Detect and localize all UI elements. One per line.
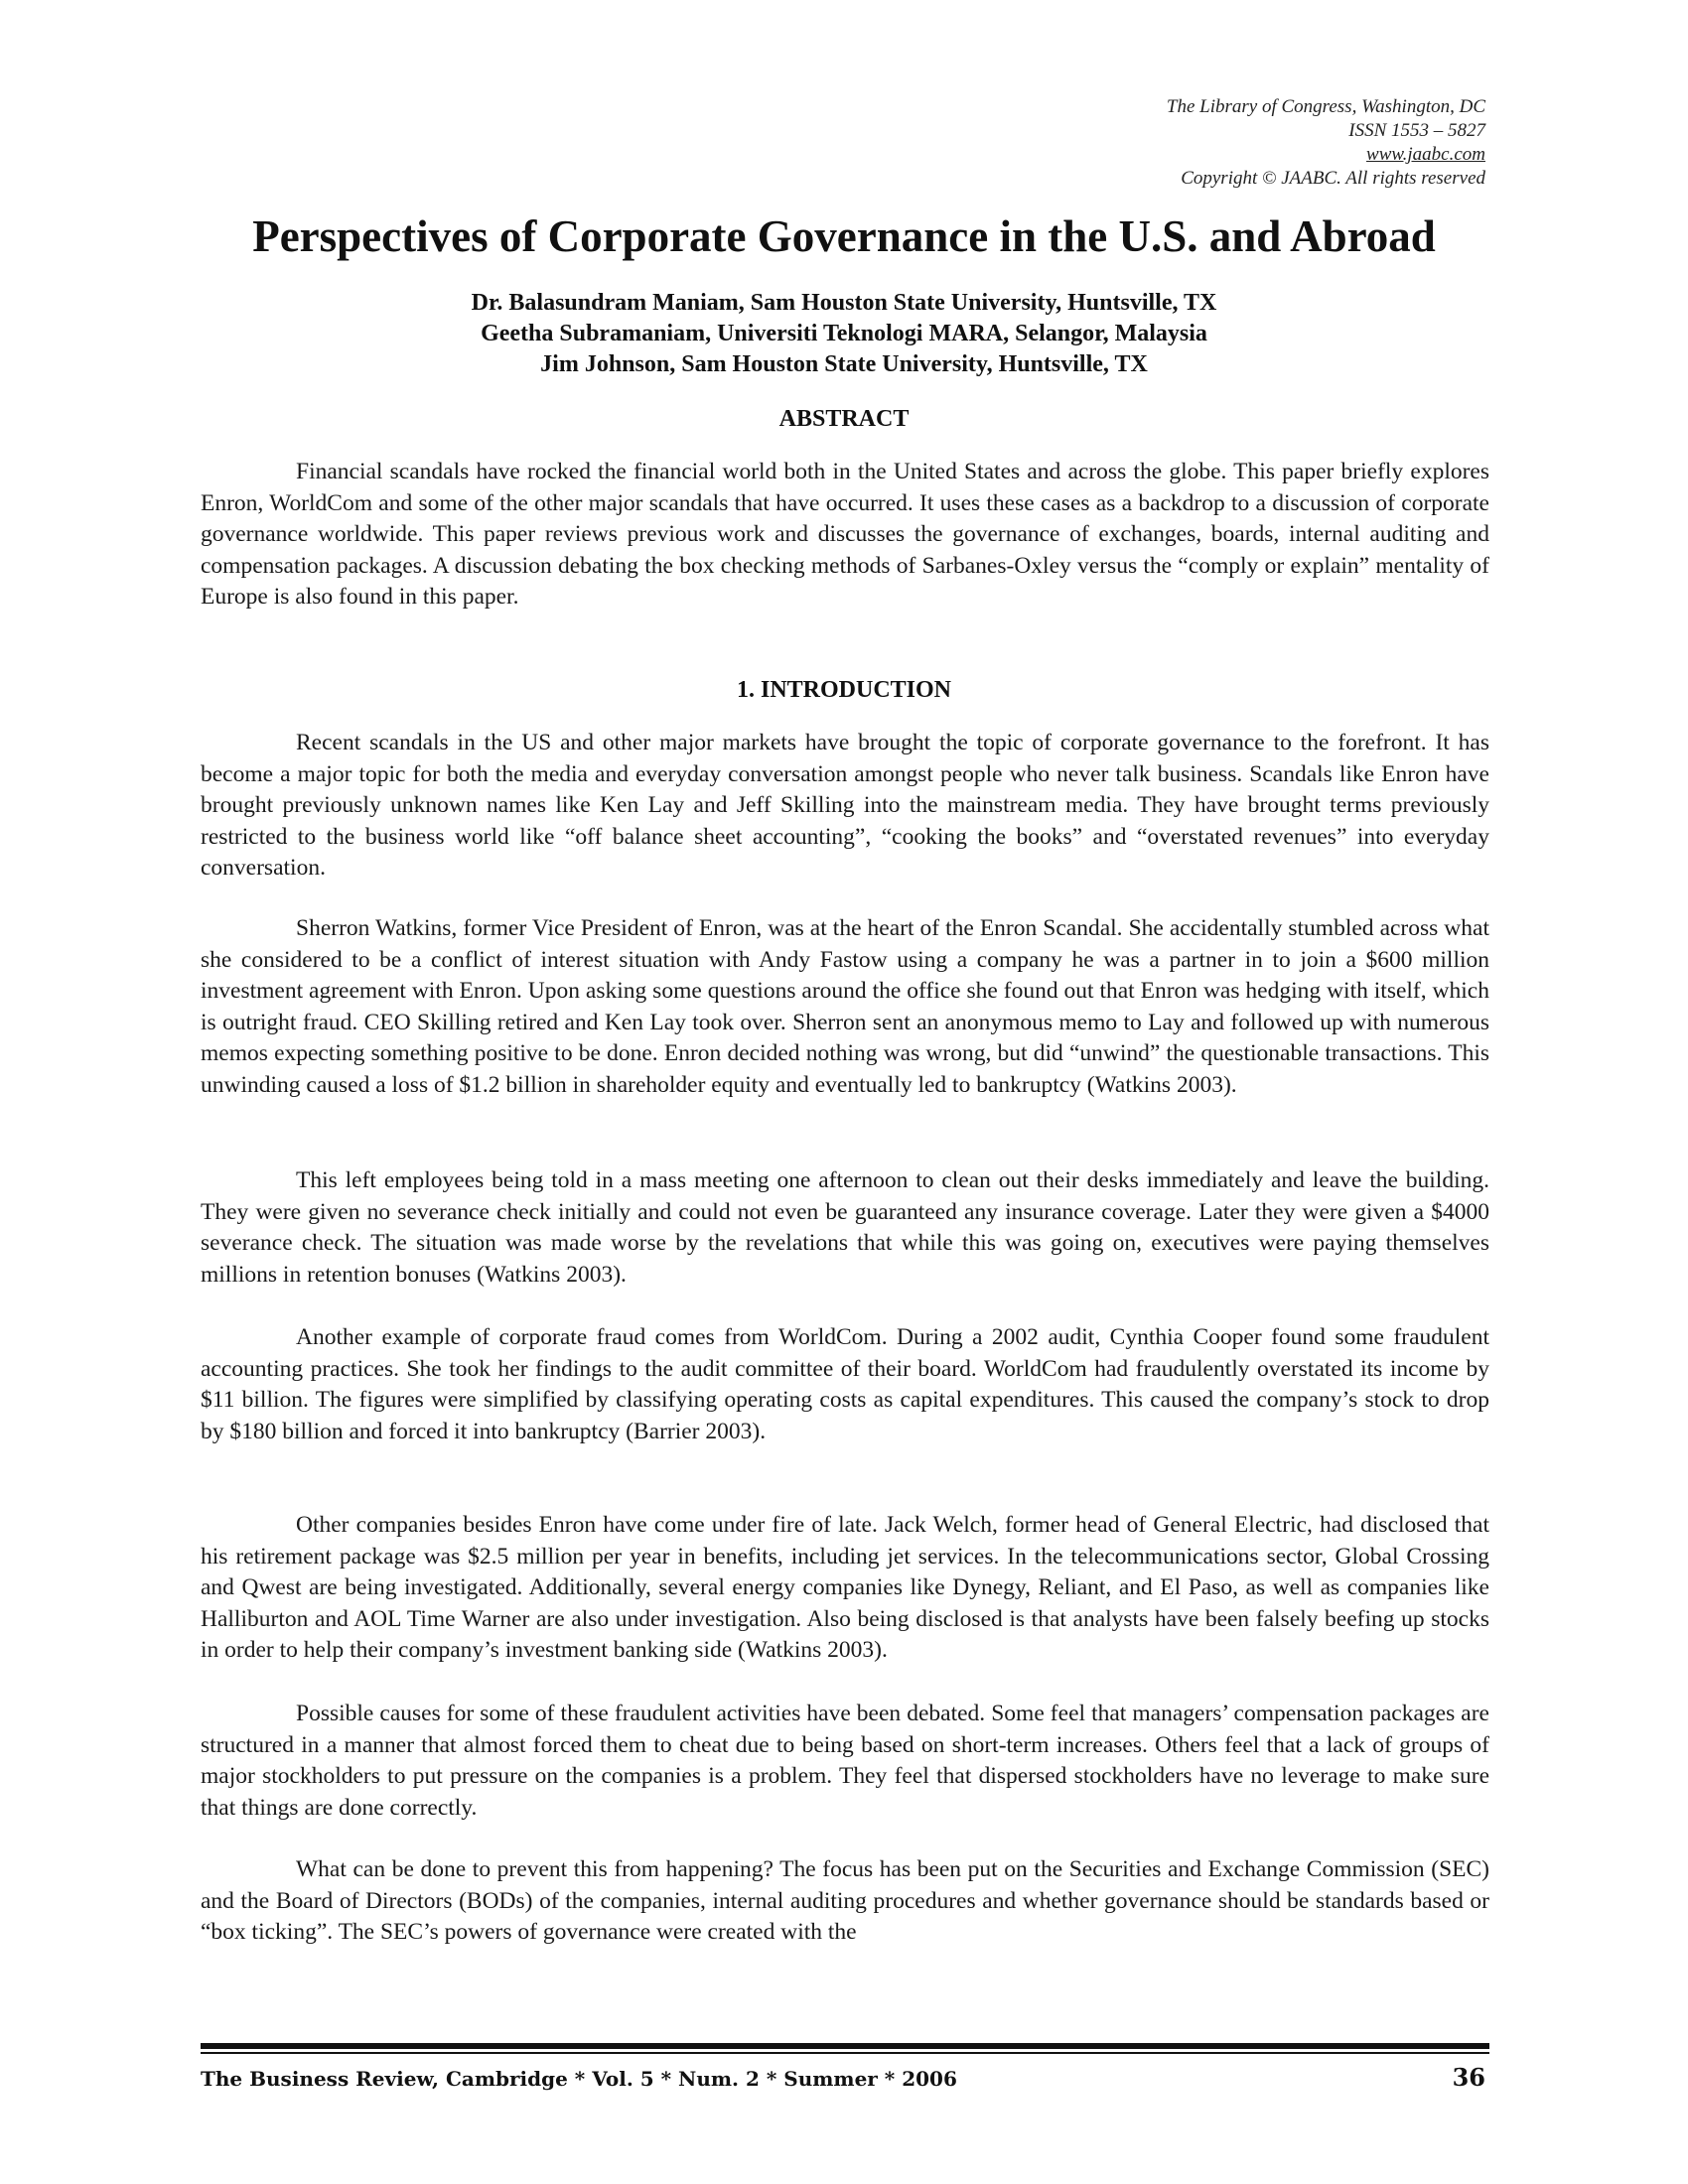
abstract-heading: ABSTRACT	[778, 406, 910, 432]
author-line: Jim Johnson, Sam Houston State University, Huntsville, TX	[540, 351, 1148, 377]
copyright-line: Copyright © JAABC. All rights reserved	[1181, 168, 1485, 189]
body-paragraph: Possible causes for some of these fraudulent activities have been debated. Some feel that managers’ compensation packages are structured in a manner that almost forced them to cheat due to being based on short-term increases. Others feel that a lack of groups of major stockholders to put pressure on the companies is a problem. They feel that dispersed stockholders have no leverage to make sure that things are done correctly.	[201, 1701, 1489, 1821]
author-list	[179, 288, 1509, 380]
paper-title: Perspectives of Corporate Governance in the U.S. and Abroad	[252, 211, 1436, 261]
body-paragraph: What can be done to prevent this from happening? The focus has been put on the Securities and Exchange Commission (SEC) and the Board of Directors (BODs) of the companies, internal auditing procedures and whether governance should be standards based or “box ticking”. The SEC’s powers of governance were created with the	[201, 1856, 1489, 1946]
abstract-text: Financial scandals have rocked the financial world both in the United States and across the globe. This paper briefly explores Enron, WorldCom and some of the other major scandals that have occurred. It uses these cases as a backdrop to a discussion of corporate governance worldwide. This paper reviews previous work and discusses the governance of exchanges, boards, internal auditing and compensation packages. A discussion debating the box checking methods of Sarbanes-Oxley versus the “comply or explain” mentality of Europe is also found in this paper.	[201, 459, 1489, 611]
body-paragraph: This left employees being told in a mass meeting one afternoon to clean out their desks immediately and leave the building. They were given no severance check initially and could not even be guaranteed any insurance coverage. Later they were given a $4000 severance check. The situation was made worse by the revelations that while this was going on, executives were paying themselves millions in retention bonuses (Watkins 2003).	[201, 1167, 1489, 1288]
page-number: 36	[1452, 2063, 1485, 2092]
journal-footer: The Business Review, Cambridge * Vol. 5 * Num. 2 * Summer * 2006	[201, 2067, 957, 2091]
footer-rule	[201, 2052, 1489, 2054]
publication-info	[1167, 95, 1485, 191]
issn-line: ISSN 1553 – 5827	[1348, 120, 1485, 141]
footer-rule	[201, 2043, 1489, 2049]
author-line: Dr. Balasundram Maniam, Sam Houston State University, Huntsville, TX	[471, 290, 1217, 316]
publisher-line: The Library of Congress, Washington, DC	[1166, 96, 1485, 117]
introduction-heading: 1. INTRODUCTION	[736, 677, 952, 703]
body-paragraph: Other companies besides Enron have come under fire of late. Jack Welch, former head of General Electric, had disclosed that his retirement package was $2.5 million per year in benefits, including jet services. In the telecommunications sector, Global Crossing and Qwest are being investigated. Additionally, several energy companies like Dynegy, Reliant, and El Paso, as well as companies like Halliburton and AOL Time Warner are also under investigation. Also being disclosed is that analysts have been falsely beefing up stocks in order to help their company’s investment banking side (Watkins 2003).	[201, 1512, 1489, 1664]
body-paragraph: Another example of corporate fraud comes from WorldCom. During a 2002 audit, Cynthia Cooper found some fraudulent accounting practices. She took her findings to the audit committee of their board. WorldCom had fraudulently overstated its income by $11 billion. The figures were simplified by classifying operating costs as capital expenditures. This caused the company’s stock to drop by $180 billion and forced it into bankruptcy (Barrier 2003).	[201, 1324, 1489, 1444]
website-link[interactable]: www.jaabc.com	[1366, 144, 1485, 165]
body-paragraph: Sherron Watkins, former Vice President of Enron, was at the heart of the Enron Scandal. She accidentally stumbled across what she considered to be a conflict of interest situation with Andy Fastow using a company he was a partner in to join a $600 million investment agreement with Enron. Upon asking some questions around the office she found out that Enron was hedging with itself, which is outright fraud. CEO Skilling retired and Ken Lay took over. Sherron sent an anonymous memo to Lay and followed up with numerous memos expecting something positive to be done. Enron decided nothing was wrong, but did “unwind” the questionable transactions. This unwinding caused a loss of $1.2 billion in shareholder equity and eventually led to bankruptcy (Watkins 2003).	[201, 915, 1489, 1098]
body-paragraph: Recent scandals in the US and other major markets have brought the topic of corporate governance to the forefront. It has become a major topic for both the media and everyday conversation amongst people who never talk business. Scandals like Enron have brought previously unknown names like Ken Lay and Jeff Skilling into the mainstream media. They have brought terms previously restricted to the business world like “off balance sheet accounting”, “cooking the books” and “overstated revenues” into everyday conversation.	[201, 730, 1489, 882]
author-line: Geetha Subramaniam, Universiti Teknologi MARA, Selangor, Malaysia	[481, 321, 1207, 346]
